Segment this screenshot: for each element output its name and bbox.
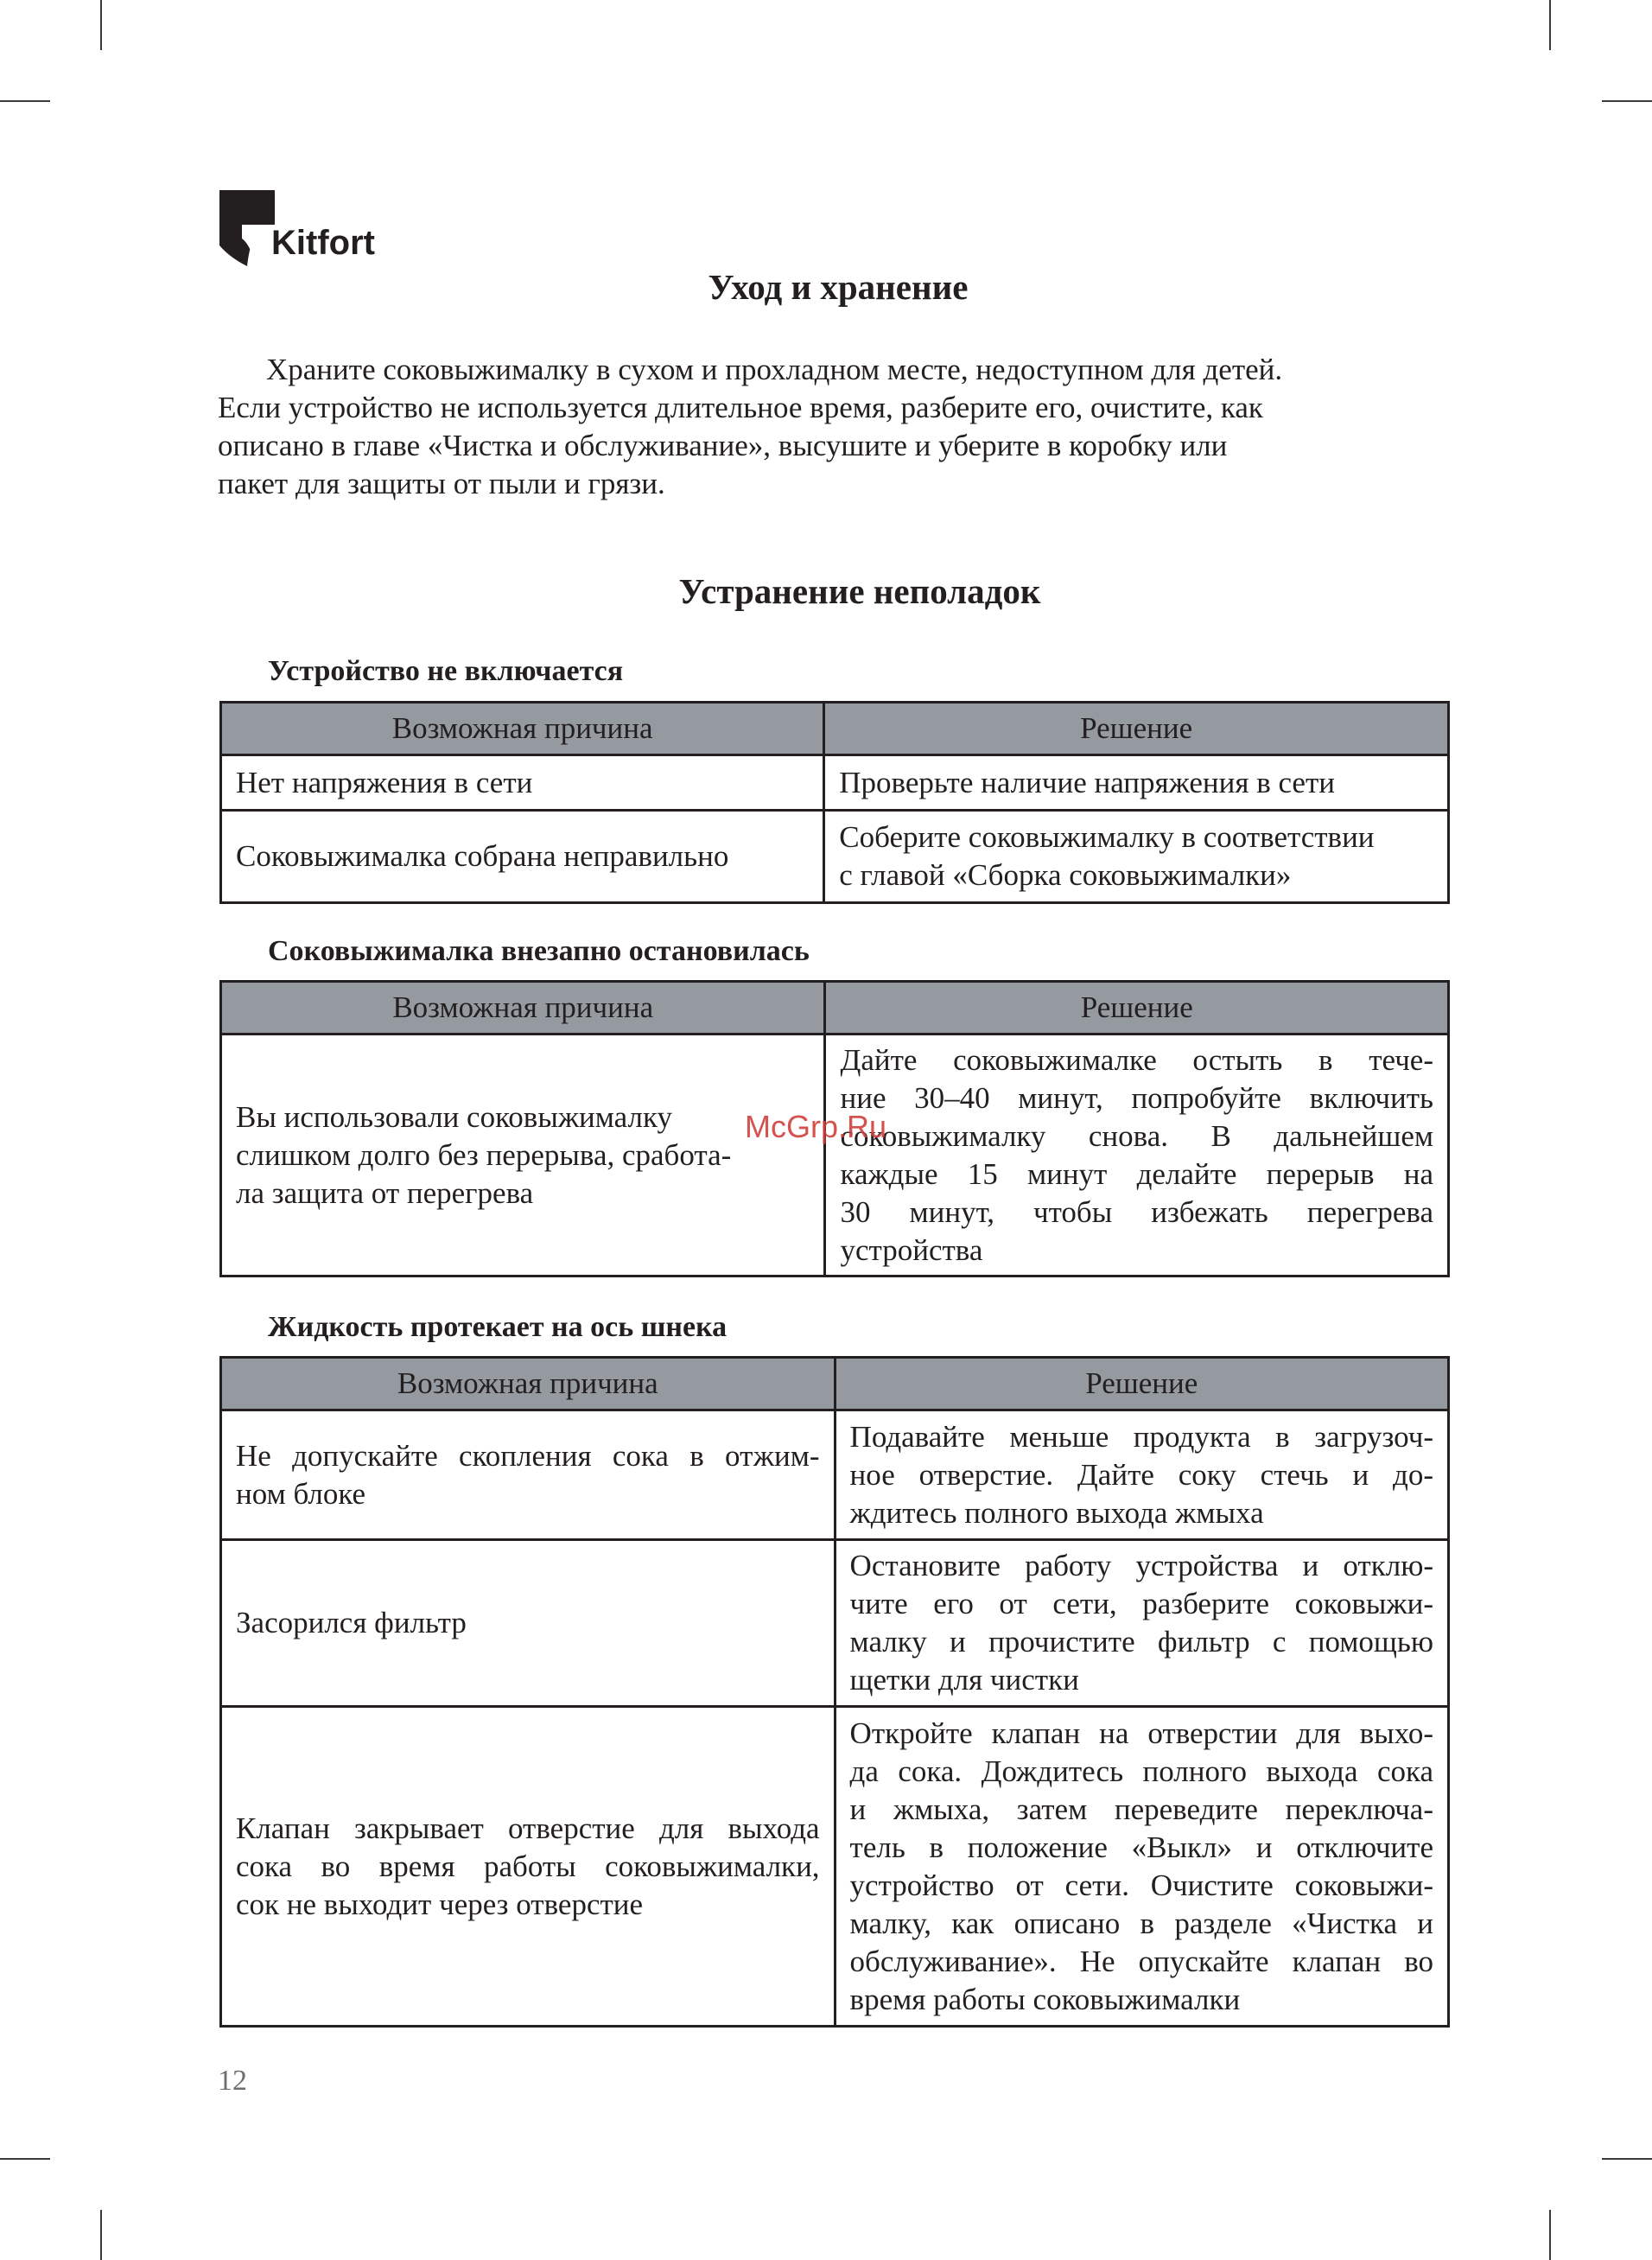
solution-cell (825, 1035, 1449, 1276)
cause-cell (221, 1540, 836, 1707)
solution-cell (835, 1540, 1448, 1707)
cell-line: щетки для чистки (849, 1663, 1079, 1697)
cause-cell (221, 1410, 836, 1540)
cell-line: Не допускайте скопления сока в отжим- (236, 1438, 820, 1473)
cell-line: время работы соковыжималки (849, 1982, 1241, 2016)
cell-line: сока во время работы соковыжималки, (236, 1849, 820, 1883)
cell-line: Клапан закрывает отверстие для выхода (236, 1811, 820, 1845)
table-row (221, 811, 1449, 903)
cell-line: соковыжималку снова. В дальнейшем (840, 1118, 1433, 1153)
crop-mark (1549, 2210, 1551, 2260)
paragraph-line: описано в главе «Чистка и обслуживание», высушите и уберите в коробку или (218, 429, 1228, 462)
solution-cell (835, 1410, 1448, 1540)
crop-mark (1602, 2158, 1652, 2160)
cell-line: чите его от сети, разберите соковыжи- (849, 1587, 1433, 1620)
cell-line: ние 30–40 минут, попробуйте включить (840, 1080, 1433, 1115)
cell-line: обслуживание». Не опускайте клапан во (849, 1944, 1433, 1978)
table-header-row (221, 703, 1449, 755)
crop-mark (1602, 100, 1652, 102)
table-heading: Жидкость протекает на ось шнека (268, 1311, 728, 1343)
cell-line: Вы использовали соковыжималку (236, 1099, 672, 1134)
logo-text: Kitfort (271, 224, 375, 262)
table-row (221, 755, 1449, 811)
paragraph-line: Храните соковыжималку в сухом и прохладном месте, недоступном для детей. (266, 353, 1283, 386)
troubleshooting-table (219, 701, 1450, 904)
cell-line: Откройте клапан на отверстии для выхо- (849, 1716, 1433, 1750)
cell-line: и жмыха, затем переведите переключа- (849, 1792, 1433, 1826)
cell-line: слишком долго без перерыва, сработа- (236, 1137, 732, 1172)
header-cause: Возможная причина (221, 703, 824, 755)
solution-cell (835, 1707, 1448, 2027)
cell-line: Засорился фильтр (236, 1606, 467, 1639)
troubleshooting-table (219, 1356, 1450, 2028)
crop-mark (100, 0, 102, 50)
paragraph-line: Если устройство не используется длительное время, разберите его, очистите, как (218, 391, 1263, 424)
table-header-row (221, 1358, 1449, 1410)
kitfort-logo-icon (218, 188, 278, 268)
cause-cell (221, 755, 824, 811)
cell-line: с главой «Сборка соковыжималки» (839, 858, 1292, 892)
care-paragraph (218, 351, 1431, 503)
table-heading: Устройство не включается (268, 655, 624, 687)
header-cause: Возможная причина (221, 982, 825, 1035)
crop-mark (0, 2158, 50, 2160)
cell-line: Остановите работу устройства и отклю- (849, 1549, 1433, 1582)
cell-line: Соберите соковыжималку в соответствии (839, 820, 1375, 854)
solution-cell (824, 755, 1449, 811)
crop-mark (1549, 0, 1551, 50)
header-solution: Решение (825, 982, 1449, 1035)
cell-line: да сока. Дождитесь полного выхода сока (849, 1754, 1433, 1788)
cell-line: ном блоке (236, 1476, 366, 1511)
cause-cell (221, 811, 824, 903)
cell-line: каждые 15 минут делайте перерыв на (840, 1156, 1433, 1191)
troubleshooting-title: Устранение неполадок (678, 571, 1041, 611)
cell-line: устройство от сети. Очистите соковыжи- (849, 1868, 1433, 1902)
table-row (221, 1540, 1449, 1707)
page-number: 12 (218, 2065, 247, 2097)
care-title: Уход и хранение (708, 267, 969, 307)
watermark: McGrp.Ru (745, 1109, 887, 1144)
cell-line: Проверьте наличие напряжения в сети (839, 765, 1335, 799)
header-cause: Возможная причина (221, 1358, 836, 1410)
cell-line: 30 минут, чтобы избежать перегрева (840, 1194, 1433, 1229)
cause-cell (221, 1707, 836, 2027)
crop-mark (0, 100, 50, 102)
cell-line: ла защита от перегрева (236, 1175, 534, 1210)
cell-line: устройства (840, 1232, 983, 1267)
crop-mark (100, 2210, 102, 2260)
cell-line: Подавайте меньше продукта в загрузоч- (849, 1419, 1433, 1454)
table-row (221, 1035, 1449, 1276)
header-solution: Решение (835, 1358, 1448, 1410)
solution-cell (824, 811, 1449, 903)
table-heading: Соковыжималка внезапно остановилась (268, 935, 810, 967)
cell-line: Нет напряжения в сети (236, 765, 533, 799)
table-row (221, 1410, 1449, 1540)
cell-line: ное отверстие. Дайте соку стечь и до- (849, 1457, 1433, 1492)
cell-line: малку, как описано в разделе «Чистка и (849, 1906, 1433, 1940)
cell-line: сок не выходит через отверстие (236, 1887, 644, 1921)
brand-logo (218, 188, 375, 268)
cell-line: Соковыжималка собрана неправильно (236, 839, 729, 873)
header-solution: Решение (824, 703, 1449, 755)
cell-line: ждитесь полного выхода жмыха (849, 1495, 1264, 1530)
cell-line: Дайте соковыжималке остыть в тече- (840, 1042, 1433, 1077)
table-header-row (221, 982, 1449, 1035)
cell-line: малку и прочистите фильтр с помощью (849, 1625, 1433, 1658)
cell-line: тель в положение «Выкл» и отключите (849, 1830, 1433, 1864)
paragraph-line: пакет для защиты от пыли и грязи. (218, 467, 665, 500)
table-row (221, 1707, 1449, 2027)
cause-cell (221, 1035, 825, 1276)
